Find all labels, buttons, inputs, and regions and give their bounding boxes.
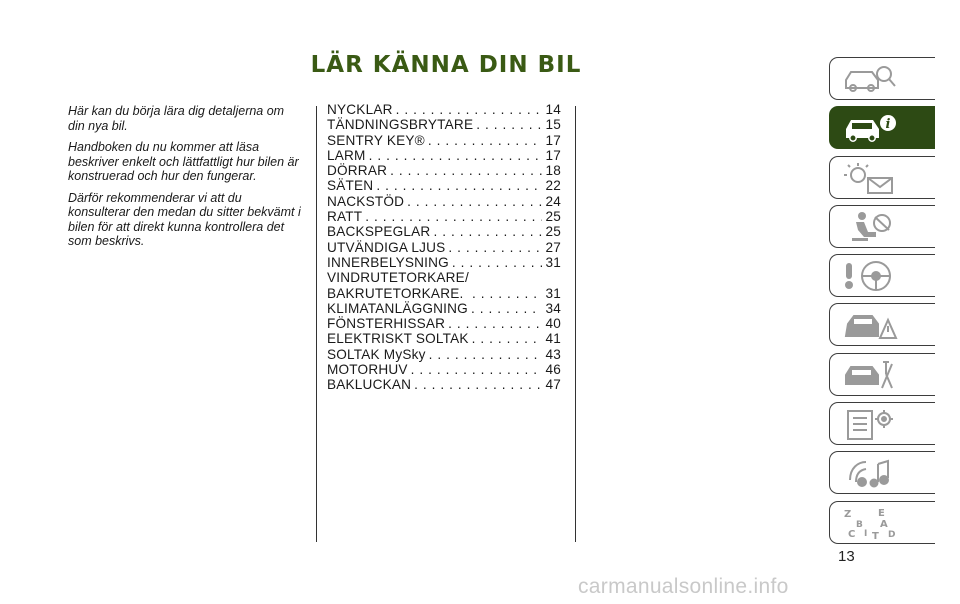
tab-technical-data[interactable] (829, 402, 935, 445)
toc-entry-page: 46 (545, 362, 561, 378)
toc-entry-page: 47 (545, 377, 561, 393)
tab-safety[interactable] (829, 205, 935, 248)
watermark-footer: carmanualsonline.info (578, 575, 789, 598)
tab-car-search[interactable] (829, 57, 935, 100)
page-title: LÄR KÄNNA DIN BIL (310, 52, 582, 78)
toc-leader-dots (414, 377, 542, 392)
tab-multimedia[interactable] (829, 451, 935, 494)
toc-entry[interactable] (327, 194, 561, 209)
tab-maintenance[interactable] (829, 353, 935, 396)
column-divider (575, 106, 576, 542)
toc-entry-label: LARM (327, 147, 366, 163)
index-letter: A (880, 518, 888, 530)
toc-entry-page: 17 (545, 132, 561, 148)
toc-entry[interactable] (327, 117, 561, 132)
page-number: 13 (838, 548, 855, 565)
toc-entry[interactable] (327, 133, 561, 148)
toc-entry[interactable] (327, 178, 561, 193)
tab-car-info[interactable] (829, 106, 935, 149)
toc-entry-label: SENTRY KEY® (327, 132, 425, 148)
toc-leader-dots (433, 224, 542, 239)
intro-text (68, 104, 304, 256)
toc-entry-page: 43 (545, 346, 561, 362)
tab-warning-lights[interactable] (829, 156, 935, 199)
toc-leader-dots (448, 240, 542, 255)
toc-entry-page: 25 (545, 224, 561, 240)
toc-entry-page: 40 (545, 316, 561, 332)
intro-paragraph: Handboken du nu kommer att läsa beskriver enkelt och lättfattligt hur bilen är konstruerad och hur den fungerar. (68, 140, 299, 183)
index-letter: D (888, 529, 896, 540)
toc-leader-dots (390, 163, 542, 178)
toc-entry[interactable] (327, 362, 561, 377)
toc-entry-label: SOLTAK MySky (327, 346, 426, 362)
toc-leader-dots (365, 209, 542, 224)
toc-entry[interactable] (327, 255, 561, 270)
column-divider (316, 106, 317, 542)
toc-entry-page: 22 (545, 178, 561, 194)
toc-leader-dots (472, 286, 542, 301)
toc-entry-label: DÖRRAR (327, 163, 388, 179)
index-letter: E (878, 507, 885, 519)
index-letter: Z (844, 508, 852, 520)
toc-entry-label: FÖNSTERHISSAR (327, 316, 446, 332)
toc-entry-label: INNERBELYSNING (327, 254, 449, 270)
car-service-icon (842, 358, 898, 392)
toc-leader-dots (476, 117, 542, 132)
index-letter: T (872, 530, 879, 540)
toc-entry[interactable] (327, 224, 561, 239)
toc-entry-page: 31 (545, 285, 561, 301)
toc-entry[interactable] (327, 163, 561, 178)
toc-leader-dots (429, 347, 542, 362)
car-search-icon (842, 62, 898, 96)
toc-entry[interactable] (327, 377, 561, 392)
toc-leader-dots (452, 255, 542, 270)
toc-entry-page: 24 (545, 193, 561, 209)
toc-entry[interactable] (327, 347, 561, 362)
airbag-seat-icon (842, 210, 898, 244)
toc-entry[interactable] (327, 209, 561, 224)
toc-entry-label: NYCKLAR (327, 102, 393, 117)
toc-entry[interactable] (327, 301, 561, 316)
toc-entry[interactable] (327, 316, 561, 331)
toc-entry-label: MOTORHUV (327, 362, 408, 378)
toc-leader-dots (407, 194, 542, 209)
toc-entry[interactable] (327, 148, 561, 163)
toc-leader-dots (448, 316, 542, 331)
index-letter: I (864, 528, 868, 539)
chapter-tabs (829, 57, 935, 550)
tab-emergency[interactable] (829, 303, 935, 346)
toc-entry-page: 31 (545, 254, 561, 270)
index-letter: C (848, 528, 856, 540)
toc-leader-dots (411, 362, 542, 377)
toc-entry-page: 25 (545, 209, 561, 225)
toc-entry[interactable] (327, 270, 561, 301)
toc-entry-page: 27 (545, 239, 561, 255)
toc-leader-dots (376, 178, 542, 193)
toc-entry-label: BACKSPEGLAR (327, 224, 431, 240)
car-info-icon (842, 111, 898, 145)
toc-leader-dots (396, 102, 542, 117)
toc-entry-label: SÄTEN (327, 178, 374, 194)
toc-entry-label: BAKLUCKAN (327, 377, 412, 393)
tab-starting-driving[interactable] (829, 254, 935, 297)
svg-text:i: i (885, 117, 891, 133)
toc-entry-label: VINDRUTETORKARE/ BAKRUTETORKARE. (327, 270, 469, 301)
toc-entry[interactable] (327, 331, 561, 346)
toc-entry[interactable] (327, 240, 561, 255)
toc-entry-label: NACKSTÖD (327, 193, 405, 209)
intro-paragraph: Därför rekommenderar vi att du konsulterar den medan du sitter bekvämt i bilen för att direkt kunna kontrollera det som beskrivs. (68, 190, 301, 248)
tab-index[interactable] (829, 501, 935, 544)
toc-entry-label: ELEKTRISKT SOLTAK (327, 331, 469, 347)
toc-entry-page: 15 (545, 117, 561, 133)
alphabetical-index-icon (842, 506, 898, 540)
toc-entry-label: TÄNDNINGSBRYTARE (327, 117, 474, 133)
toc-entry-page: 34 (545, 300, 561, 316)
toc-entry-page: 41 (545, 331, 561, 347)
table-of-contents (327, 102, 561, 393)
multimedia-icon (842, 456, 898, 490)
intro-paragraph: Här kan du börja lära dig detaljerna om din nya bil. (68, 104, 285, 133)
steering-wheel-icon (842, 259, 898, 293)
toc-entry-page: 14 (545, 102, 561, 117)
toc-entry-label: KLIMATANLÄGGNING (327, 300, 468, 316)
toc-leader-dots (472, 331, 542, 346)
toc-leader-dots (428, 133, 542, 148)
specifications-gear-icon (842, 407, 898, 441)
index-letter: B (856, 519, 863, 530)
toc-entry-page: 17 (545, 147, 561, 163)
toc-leader-dots (369, 148, 542, 163)
breakdown-warning-icon (842, 308, 898, 342)
warning-light-mail-icon (842, 161, 898, 195)
toc-entry-label: RATT (327, 209, 363, 225)
toc-entry[interactable] (327, 102, 561, 117)
toc-leader-dots (471, 301, 542, 316)
toc-entry-label: UTVÄNDIGA LJUS (327, 239, 446, 255)
toc-entry-page: 18 (545, 163, 561, 179)
